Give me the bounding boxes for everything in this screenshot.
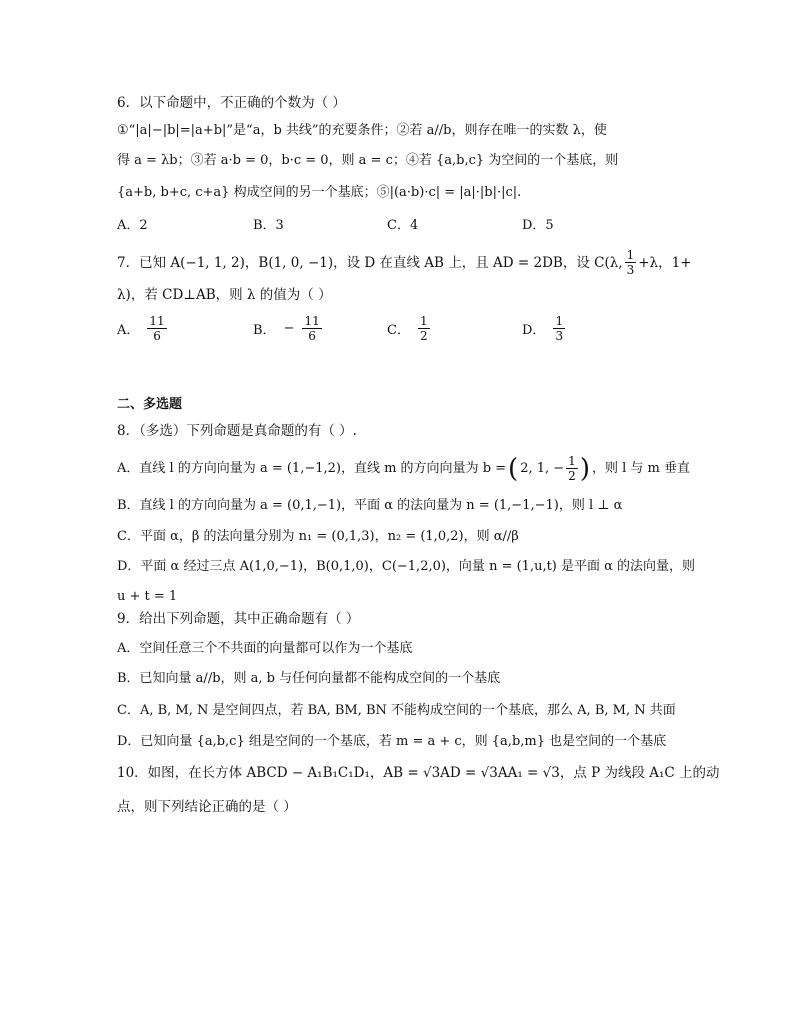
q7-option-c <box>387 314 430 343</box>
q7-line-1-text: 7．已知 A(−1, 1, 2)，B(1, 0, −1)，设 D 在直线 AB 上，且 AD = 2DB，设 C(λ, <box>117 254 623 271</box>
q8-option-c: C．平面 α，β 的法向量分别为 n₁ = (0,1,3)，n₂ = (1,0,2)，则 α//β <box>117 529 519 544</box>
q7-option-b <box>253 314 322 343</box>
q8-title: 8．（多选）下列命题是真命题的有（ ）. <box>117 423 357 439</box>
q7-option-b-label: B． <box>253 323 276 338</box>
q7-option-d-label: D． <box>522 323 546 338</box>
q10-line-2: 点，则下列结论正确的是（ ） <box>117 799 297 815</box>
q8-option-a-vector: 2, 1, − <box>520 460 565 476</box>
q7-fraction <box>625 248 637 277</box>
q6-line-1: ①“|a|−|b|=|a+b|”是“a，b 共线”的充要条件；②若 a//b，则存在唯一的实数 λ，使 <box>117 123 607 138</box>
q8-option-d-line-1: D．平面 α 经过三点 A(1,0,−1)，B(0,1,0)，C(−1,2,0)，向量 n = (1,u,t) 是平面 α 的法向量，则 <box>117 559 696 574</box>
q7-option-c-label: C． <box>387 323 410 338</box>
q8-option-a-fraction <box>566 454 578 483</box>
q7-line-1-tail: +λ，1+ <box>638 254 692 271</box>
q8-option-a <box>117 454 690 483</box>
q7-option-a-denominator: 6 <box>153 329 161 343</box>
q7-option-c-fraction <box>418 314 430 343</box>
q7-option-b-numerator: 11 <box>304 314 320 328</box>
q7-option-a <box>117 314 167 343</box>
q10-line-1: 10．如图，在长方体 ABCD − A₁B₁C₁D₁，AB = √3AD = √3AA₁ = √3，点 P 为线段 A₁C 上的动 <box>117 765 720 781</box>
q8-paren-right: ) <box>579 453 590 484</box>
q7-option-b-denominator: 6 <box>308 329 316 343</box>
q8-paren-left: ( <box>508 453 519 484</box>
q8-option-a-head: A．直线 l 的方向向量为 a = (1,−1,2)，直线 m 的方向向量为 b = <box>117 460 507 476</box>
q8-option-a-numerator: 1 <box>568 454 576 468</box>
q7-options <box>117 314 717 354</box>
q9-option-a: A．空间任意三个不共面的向量都可以作为一个基底 <box>117 641 413 656</box>
q7-option-d-numerator: 1 <box>555 314 564 328</box>
q7-line-1 <box>117 248 692 277</box>
q6-option-c: C．4 <box>387 218 419 233</box>
q9-title: 9．给出下列命题，其中正确命题有（ ） <box>117 611 360 627</box>
q7-fraction-numerator: 1 <box>626 248 635 262</box>
q7-option-a-label: A． <box>117 323 140 338</box>
q7-option-d <box>522 314 565 343</box>
q7-option-c-denominator: 2 <box>419 329 428 343</box>
q8-option-a-denominator: 2 <box>568 469 576 483</box>
q9-option-d: D．已知向量 {a,b,c} 组是空间的一个基底，若 m = a + c，则 {a,b,m} 也是空间的一个基底 <box>117 734 667 749</box>
q7-option-a-fraction <box>147 314 166 343</box>
q7-line-2: λ)，若 CD⊥AB，则 λ 的值为（ ） <box>117 287 332 303</box>
q6-title: 6．以下命题中，不正确的个数为（ ） <box>117 95 346 111</box>
section-title: 二、多选题 <box>117 397 183 412</box>
q7-option-a-numerator: 11 <box>149 314 165 328</box>
q7-option-b-sign: − <box>283 321 295 336</box>
q9-option-c: C．A, B, M, N 是空间四点，若 BA, BM, BN 不能构成空间的一个基底，那么 A, B, M, N 共面 <box>117 703 676 718</box>
q6-line-3: {a+b, b+c, c+a} 构成空间的另一个基底；⑤|(a·b)·c| = |a|·|b|·|c|. <box>117 185 522 200</box>
q7-option-d-fraction <box>553 314 565 343</box>
q8-option-b: B．直线 l 的方向向量为 a = (0,1,−1)，平面 α 的法向量为 n = (1,−1,−1)，则 l ⊥ α <box>117 498 623 513</box>
q7-option-d-denominator: 3 <box>555 329 564 343</box>
q6-option-d: D．5 <box>522 218 554 233</box>
q9-option-b: B．已知向量 a//b，则 a, b 与任何向量都不能构成空间的一个基底 <box>117 671 501 686</box>
q6-line-2: 得 a = λb；③若 a·b = 0，b·c = 0，则 a = c；④若 {a,b,c} 为空间的一个基底，则 <box>117 153 619 168</box>
q7-option-b-fraction <box>302 314 321 343</box>
q8-option-a-tail: ，则 l 与 m 垂直 <box>591 460 690 476</box>
q6-option-b: B．3 <box>253 218 284 233</box>
q6-option-a: A．2 <box>117 218 148 233</box>
q7-option-c-numerator: 1 <box>419 314 428 328</box>
q8-option-d-line-2: u + t = 1 <box>117 589 178 604</box>
q7-fraction-denominator: 3 <box>626 263 635 277</box>
